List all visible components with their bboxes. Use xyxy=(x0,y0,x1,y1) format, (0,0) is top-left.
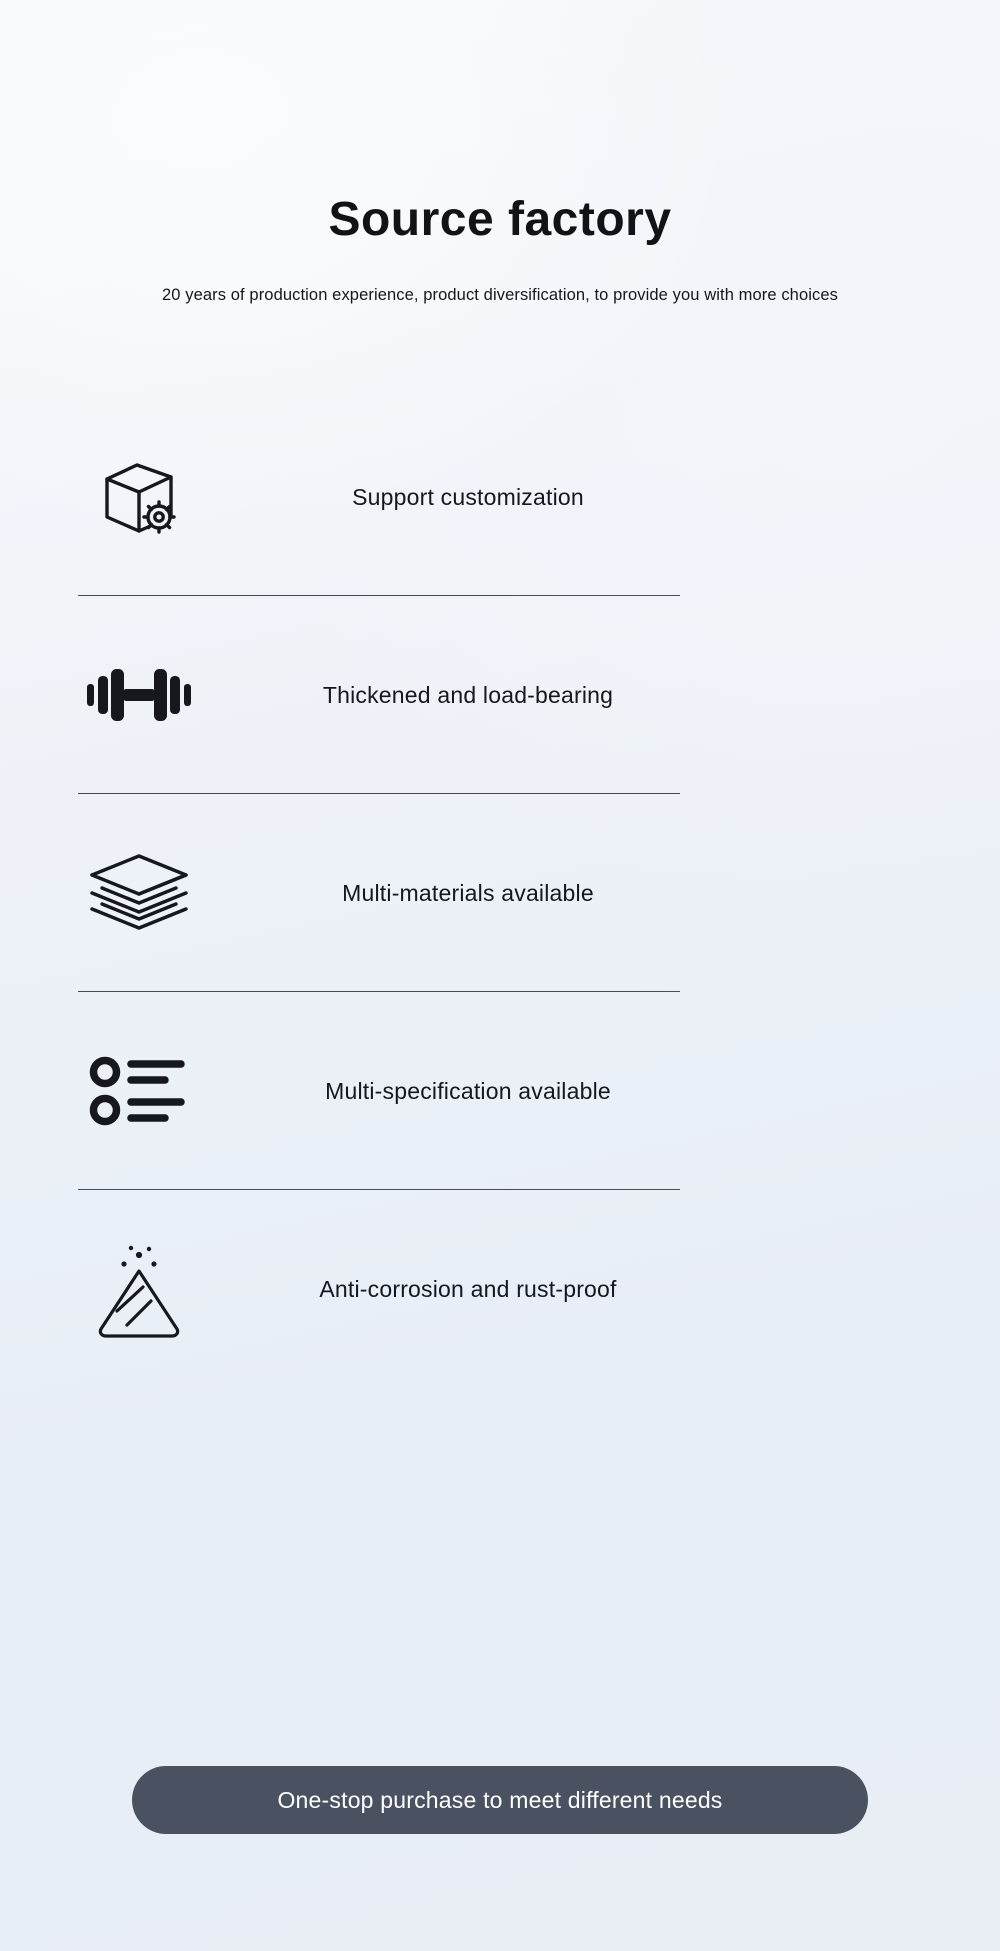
page-subtitle: 20 years of production experience, product diversification, to provide you with more choices xyxy=(162,286,838,304)
one-stop-purchase-button[interactable]: One-stop purchase to meet different needs xyxy=(132,1766,868,1834)
page-title: Source factory xyxy=(328,193,672,246)
box-gear-icon xyxy=(78,445,200,549)
specification-list-icon xyxy=(78,1052,200,1130)
list-item xyxy=(0,992,1000,1190)
dumbbell-icon xyxy=(78,664,200,726)
feature-label: Multi-materials available xyxy=(342,879,594,906)
layers-icon xyxy=(78,850,200,936)
list-item xyxy=(0,1190,1000,1388)
anti-corrosion-powder-icon xyxy=(78,1237,200,1341)
feature-list xyxy=(0,398,1000,1388)
feature-label: Anti-corrosion and rust-proof xyxy=(319,1275,617,1302)
list-item xyxy=(0,596,1000,794)
cta-container xyxy=(0,1766,1000,1834)
list-item xyxy=(0,794,1000,992)
feature-label: Multi-specification available xyxy=(325,1077,611,1104)
header xyxy=(0,0,1000,305)
feature-label: Support customization xyxy=(352,483,584,510)
list-item xyxy=(0,398,1000,596)
feature-label: Thickened and load-bearing xyxy=(322,681,614,708)
